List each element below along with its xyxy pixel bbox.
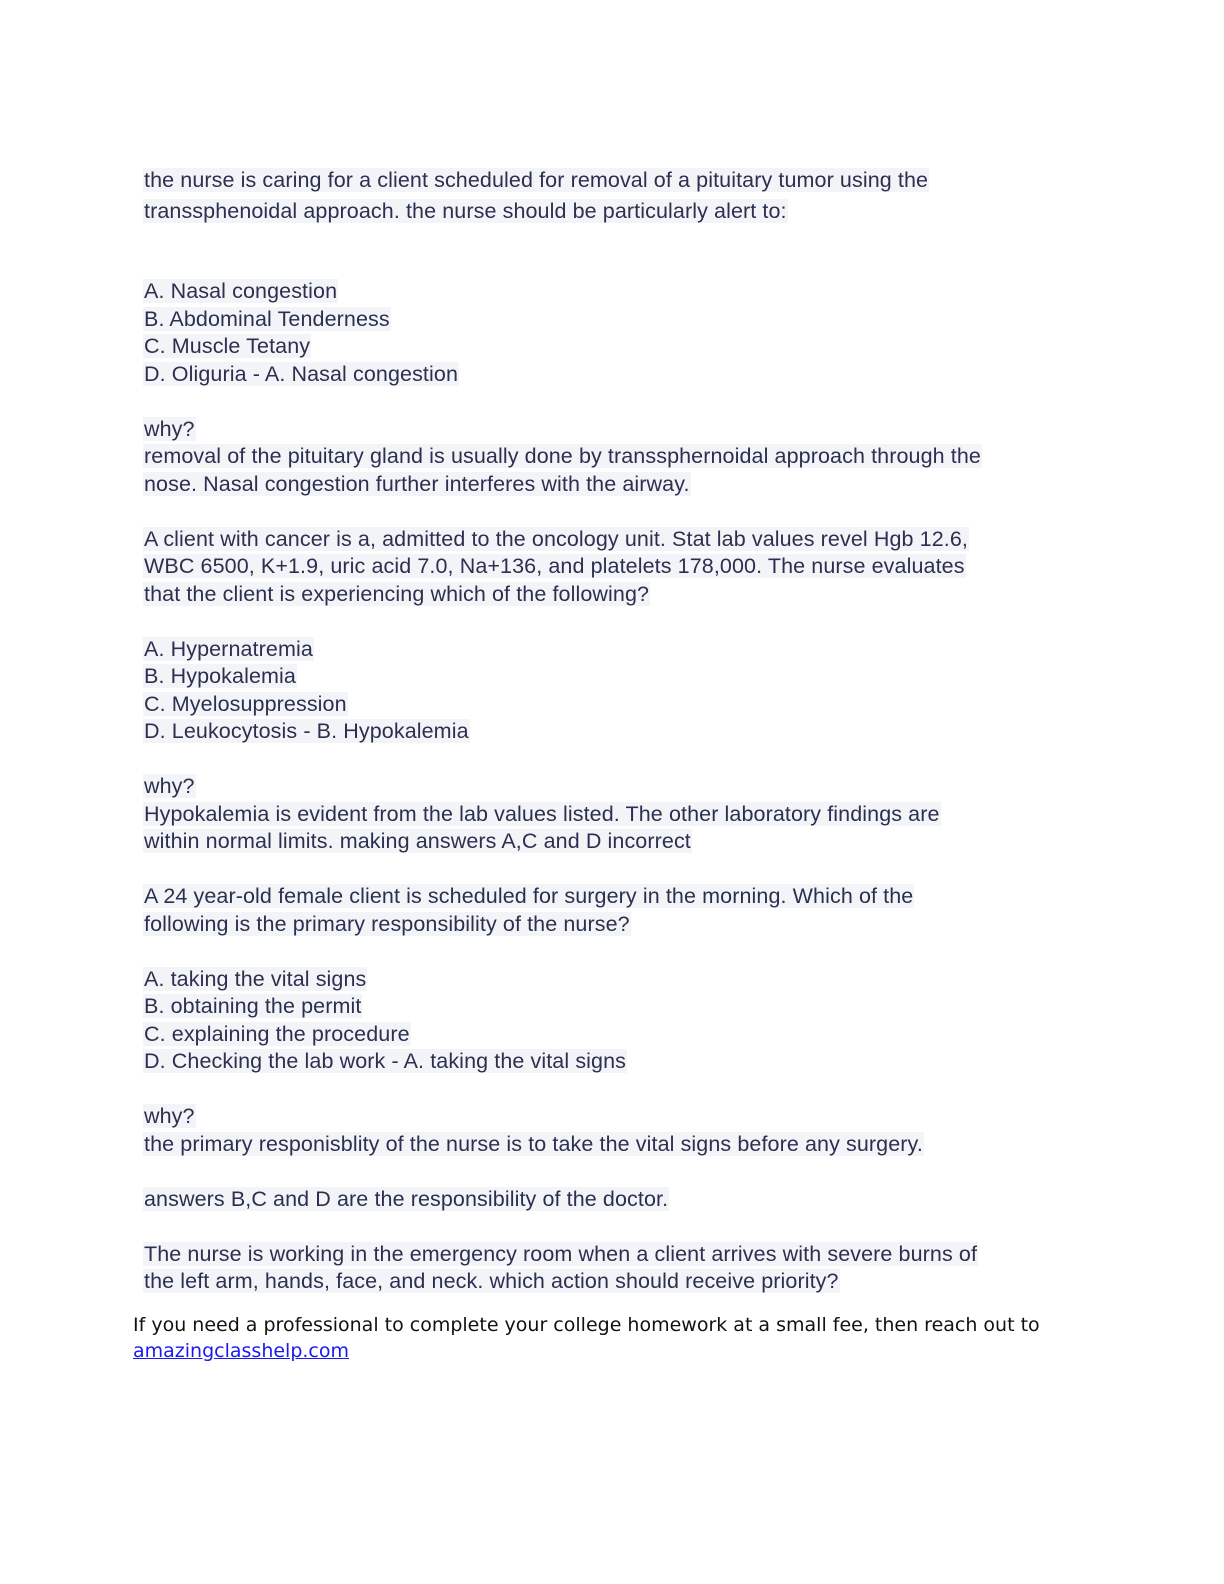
answer-option: C. Myelosuppression (144, 691, 347, 716)
document-body (143, 165, 1073, 1296)
explanation-line: nose. Nasal congestion further interferes with the airway. (144, 471, 690, 496)
explanation-line: the primary responisblity of the nurse is to take the vital signs before any surgery. (144, 1131, 923, 1156)
answer-option: A. Hypernatremia (144, 636, 313, 661)
question-stem-line: The nurse is working in the emergency room when a client arrives with severe burns of (144, 1241, 978, 1266)
explanation-line: within normal limits. making answers A,C and D incorrect (144, 829, 691, 853)
answer-option: A. Nasal congestion (144, 279, 338, 303)
question-4 (143, 1241, 1073, 1296)
question-2 (143, 526, 1073, 884)
why-label: why? (144, 774, 195, 798)
explanation-note: answers B,C and D are the responsibility of the doctor. (144, 1186, 669, 1211)
why-label: why? (144, 416, 195, 441)
question-stem-line: the left arm, hands, face, and neck. which action should receive priority? (144, 1269, 839, 1293)
answer-option-with-answer: D. Leukocytosis - B. Hypokalemia (144, 719, 469, 743)
answer-option: B. Abdominal Tenderness (144, 306, 390, 331)
question-1 (143, 165, 1073, 526)
explanation-line: removal of the pituitary gland is usually done by transsphernoidal approach through the (144, 444, 981, 468)
answer-option: B. Hypokalemia (144, 664, 296, 688)
promo-text: If you need a professional to complete your college homework at a small fee, then reach out to (133, 1314, 1040, 1336)
answer-option: A. taking the vital signs (144, 966, 367, 991)
answer-option-with-answer: D. Oliguria - A. Nasal congestion (144, 361, 458, 386)
question-stem-line: following is the primary responsibility of the nurse? (144, 911, 630, 936)
why-label: why? (144, 1104, 195, 1128)
answer-option: C. Muscle Tetany (144, 334, 311, 358)
answer-option-with-answer: D. Checking the lab work - A. taking the vital signs (144, 1049, 627, 1073)
question-stem-line: WBC 6500, K+1.9, uric acid 7.0, Na+136, and platelets 178,000. The nurse evaluates (144, 554, 965, 578)
question-3 (143, 883, 1073, 1241)
promo-footer (133, 1312, 1093, 1364)
question-stem-line: transsphenoidal approach. the nurse should be particularly alert to: (144, 199, 787, 223)
promo-link[interactable]: amazingclasshelp.com (133, 1340, 350, 1362)
question-stem-line: A 24 year-old female client is scheduled for surgery in the morning. Which of the (144, 884, 914, 908)
question-stem-line: that the client is experiencing which of the following? (144, 581, 650, 606)
explanation-line: Hypokalemia is evident from the lab values listed. The other laboratory findings are (144, 801, 940, 826)
question-stem-line: A client with cancer is a, admitted to the oncology unit. Stat lab values revel Hgb 12.6, (144, 526, 968, 551)
answer-option: C. explaining the procedure (144, 1021, 410, 1046)
answer-option: B. obtaining the permit (144, 994, 362, 1018)
question-stem-line: the nurse is caring for a client scheduled for removal of a pituitary tumor using the (144, 168, 929, 192)
